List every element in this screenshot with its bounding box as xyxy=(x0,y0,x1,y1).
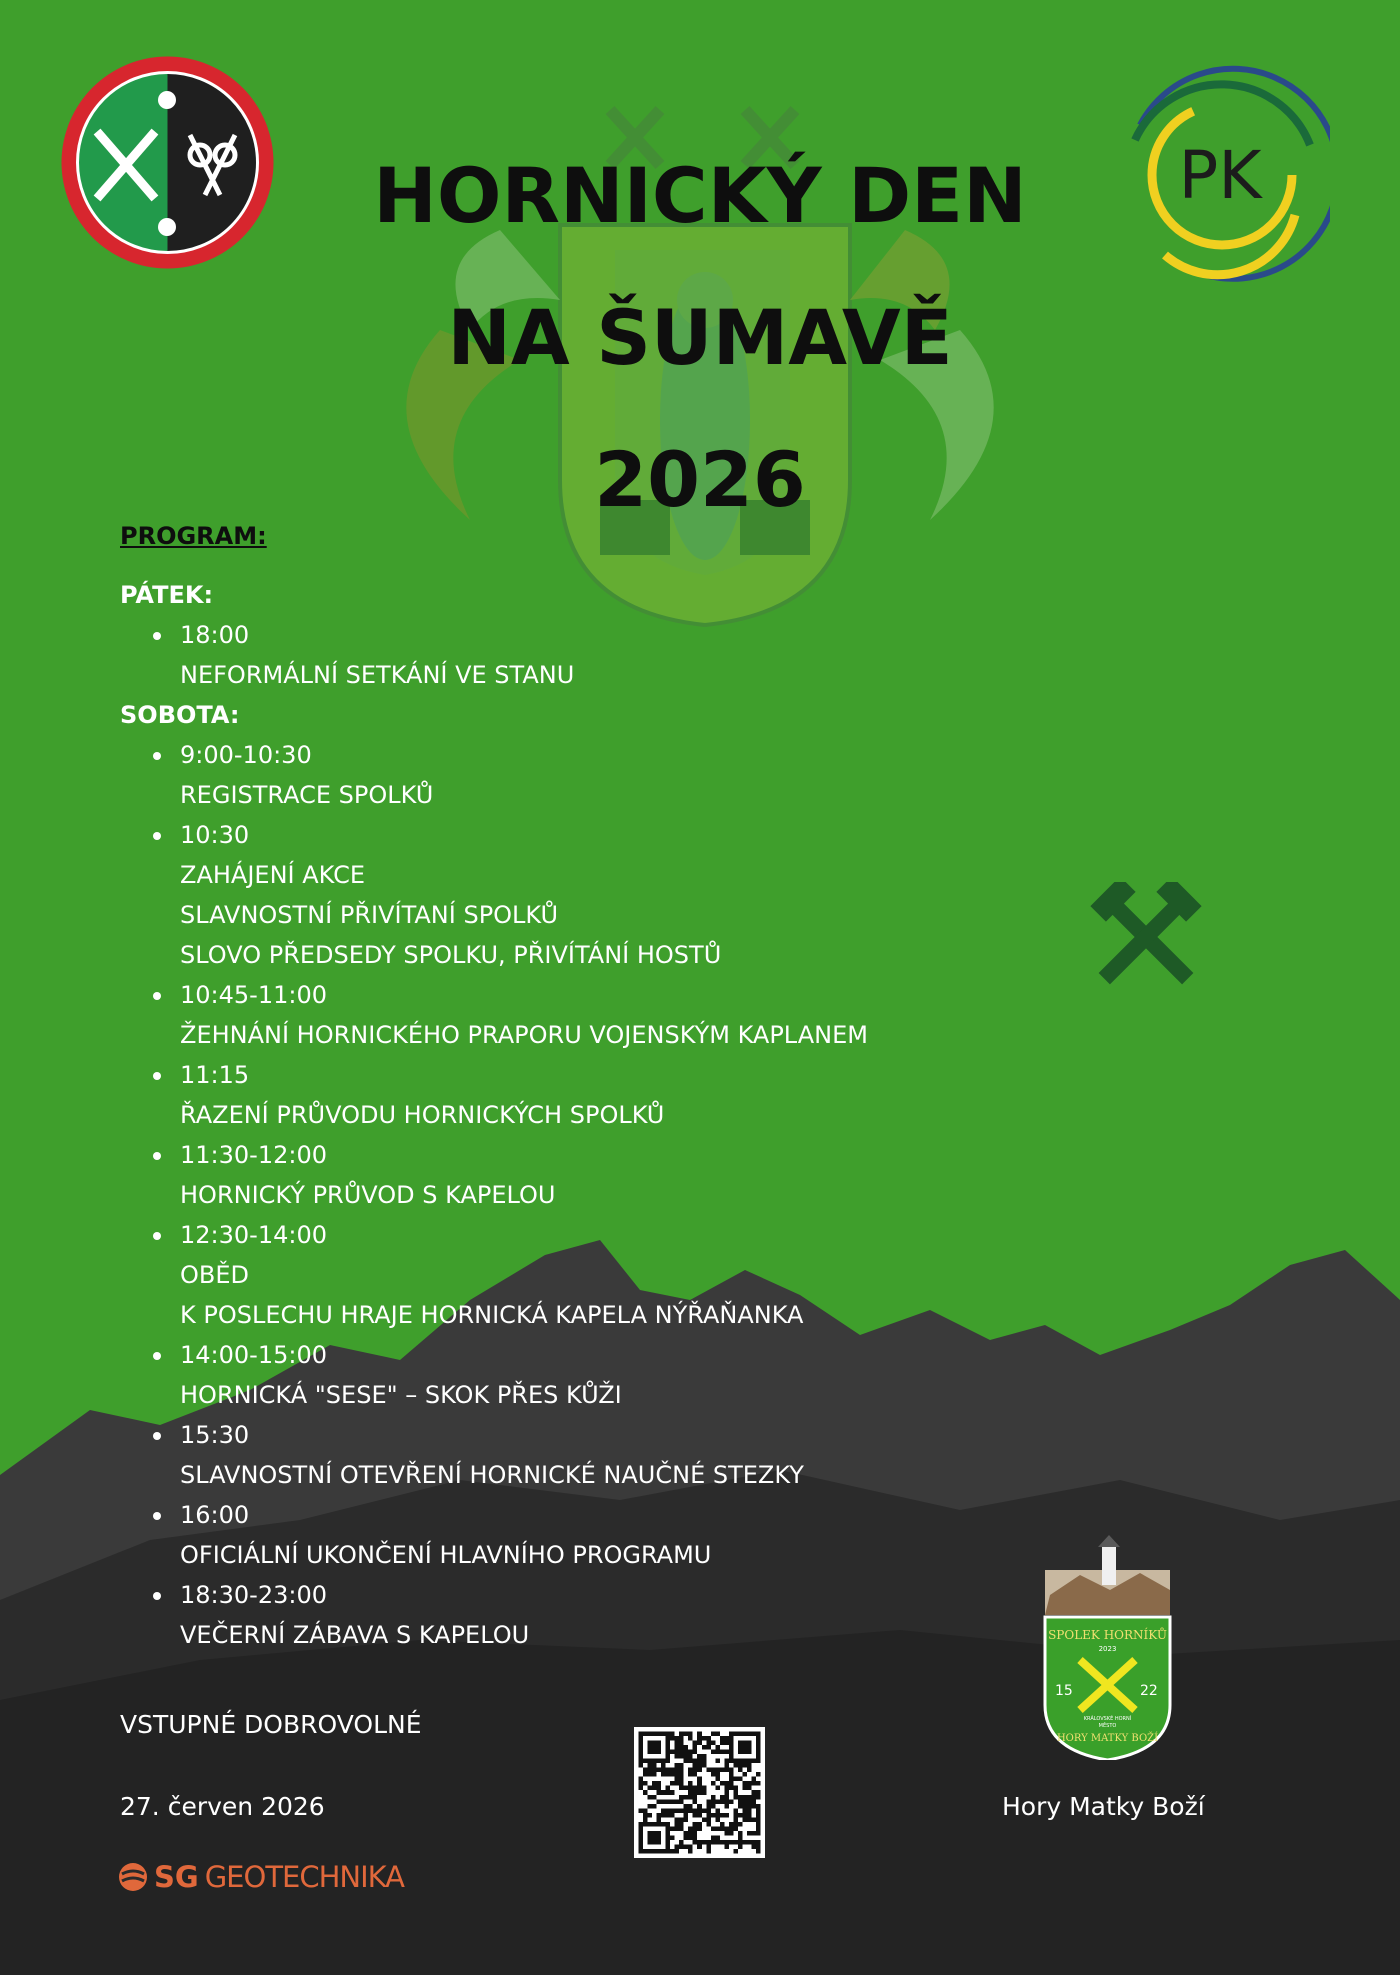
event-description: ŘAZENÍ PRŮVODU HORNICKÝCH SPOLKŮ xyxy=(180,1101,665,1129)
title-line-1: HORNICKÝ DEN xyxy=(373,151,1027,240)
event-time: 9:00-10:30 xyxy=(180,741,312,769)
event-time: 12:30-14:00 xyxy=(180,1221,327,1249)
spolek-horniku-emblem xyxy=(1040,1535,1175,1760)
program-event xyxy=(120,815,1020,975)
day-label: PÁTEK: xyxy=(120,581,214,609)
event-time: 18:30-23:00 xyxy=(180,1581,327,1609)
pk-logo-text: PK xyxy=(1178,136,1262,214)
pk-logo xyxy=(1110,65,1330,285)
sg-geotechnika-logo xyxy=(118,1857,404,1897)
event-description: HORNICKÁ "SESE" – SKOK PŘES KŮŽI xyxy=(180,1381,622,1409)
program-event xyxy=(120,615,1020,695)
event-description: SLAVNOSTNÍ PŘIVÍTANÍ SPOLKŮ xyxy=(180,901,559,929)
event-time: 18:00 xyxy=(180,621,250,649)
emblem-town-line-1: KRÁLOVSKÉ HORNÍ xyxy=(1083,1716,1132,1722)
event-description: NEFORMÁLNÍ SETKÁNÍ VE STANU xyxy=(180,661,575,689)
emblem-name: SPOLEK HORNÍKŮ xyxy=(1048,1628,1167,1642)
program-event xyxy=(120,1335,1020,1415)
program-event xyxy=(120,1215,1020,1335)
event-time: 11:30-12:00 xyxy=(180,1141,327,1169)
event-description: HORNICKÝ PRŮVOD S KAPELOU xyxy=(180,1181,556,1209)
event-description: OFICIÁLNÍ UKONČENÍ HLAVNÍHO PROGRAMU xyxy=(180,1541,712,1569)
event-description: REGISTRACE SPOLKŮ xyxy=(180,781,434,809)
emblem-right-number: 22 xyxy=(1140,1683,1158,1699)
event-time: 15:30 xyxy=(180,1421,250,1449)
event-time: 10:30 xyxy=(180,821,250,849)
event-description: ŽEHNÁNÍ HORNICKÉHO PRAPORU VOJENSKÝM KAPLANEM xyxy=(180,1021,868,1049)
mining-association-seal-logo xyxy=(60,55,275,270)
event-time: 11:15 xyxy=(180,1061,250,1089)
event-description: K POSLECHU HRAJE HORNICKÁ KAPELA NÝŘAŇANKA xyxy=(180,1301,804,1329)
event-description: OBĚD xyxy=(180,1261,249,1289)
emblem-left-number: 15 xyxy=(1055,1683,1073,1699)
qr-code-icon[interactable] xyxy=(634,1727,765,1858)
program-heading: PROGRAM: xyxy=(120,522,267,550)
event-time: 16:00 xyxy=(180,1501,250,1529)
event-description: VEČERNÍ ZÁBAVA S KAPELOU xyxy=(180,1621,530,1649)
event-time: 14:00-15:00 xyxy=(180,1341,327,1369)
crossed-hammers-icon xyxy=(1090,882,1202,992)
program-event xyxy=(120,975,1020,1055)
entry-fee-text: VSTUPNÉ DOBROVOLNÉ xyxy=(120,1710,422,1739)
emblem-year: 2023 xyxy=(1098,1645,1117,1653)
program-event xyxy=(120,1415,1020,1495)
day-label: SOBOTA: xyxy=(120,701,240,729)
program-event xyxy=(120,1055,1020,1135)
event-description: SLAVNOSTNÍ OTEVŘENÍ HORNICKÉ NAUČNÉ STEZKY xyxy=(180,1461,804,1489)
event-description: SLOVO PŘEDSEDY SPOLKU, PŘIVÍTÁNÍ HOSTŮ xyxy=(180,941,722,969)
program-event xyxy=(120,735,1020,815)
event-time: 10:45-11:00 xyxy=(180,981,327,1009)
program-list xyxy=(120,575,1020,1655)
poster-title xyxy=(300,125,1100,551)
event-date: 27. červen 2026 xyxy=(120,1792,325,1821)
title-line-3: 2026 xyxy=(594,435,806,524)
sg-logo-bold-text: SG xyxy=(154,1860,199,1894)
sg-logo-rest-text: GEOTECHNIKA xyxy=(204,1860,405,1894)
event-description: ZAHÁJENÍ AKCE xyxy=(180,861,365,889)
program-event xyxy=(120,1495,1020,1575)
program-event xyxy=(120,1135,1020,1215)
sg-swirl-icon xyxy=(118,1862,148,1892)
event-place: Hory Matky Boží xyxy=(1002,1792,1205,1821)
emblem-town-name: HORY MATKY BOŽÍ xyxy=(1056,1733,1159,1744)
emblem-town-line-2: MĚSTO xyxy=(1098,1723,1117,1729)
program-event xyxy=(120,1575,1020,1655)
title-line-2: NA ŠUMAVĚ xyxy=(447,293,953,382)
